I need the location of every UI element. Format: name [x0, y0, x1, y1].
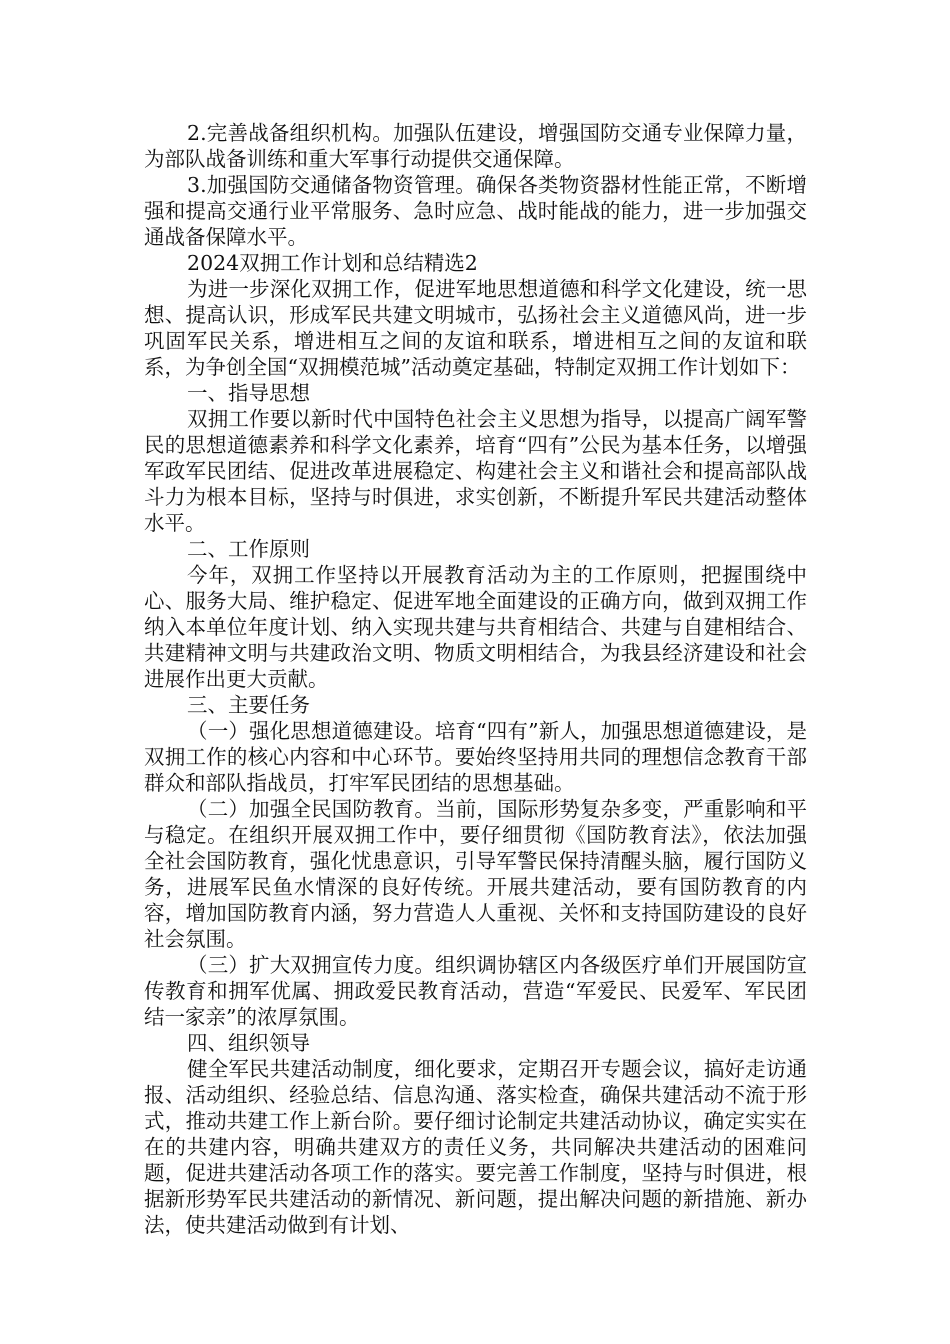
- paragraph-work-principles: 今年，双拥工作坚持以开展教育活动为主的工作原则，把握围绕中心、服务大局、维护稳定、促进军地全面建设的正确方向，做到双拥工作纳入本单位年度计划、纳入实现共建与共育相结合、共建与自建相结合、共建精神文明与共建政治文明、物质文明相结合，为我县经济建设和社会进展作出更大贡献。: [144, 563, 807, 691]
- heading-main-tasks: 三、主要任务: [187, 693, 311, 717]
- paragraph-introduction: 为进一步深化双拥工作，促进军地思想道德和科学文化建设，统一思想、提高认识，形成军民共建文明城市，弘扬社会主义道德风尚，进一步巩固军民关系，增进相互之间的友谊和联系，增进相互之间的友谊和联系，为争创全国“双拥模范城”活动奠定基础，特制定双拥工作计划如下：: [144, 277, 807, 379]
- paragraph-task-two: （二）加强全民国防教育。当前，国际形势复杂多变，严重影响和平与稳定。在组织开展双拥工作中，要仔细贯彻《国防教育法》，依法加强全社会国防教育，强化忧患意识，引导军警民保持清醒头脑，履行国防义务，进展军民鱼水情深的良好传统。开展共建活动，要有国防教育的内容，增加国防教育内涵，努力营造人人重视、关怀和支持国防建设的良好社会氛围。: [144, 797, 807, 951]
- paragraph-organization-leadership: 健全军民共建活动制度，细化要求，定期召开专题会议，搞好走访通报、活动组织、经验总结、信息沟通、落实检查，确保共建活动不流于形式，推动共建工作上新台阶。要仔细讨论制定共建活动协议，确定实实在在的共建内容，明确共建双方的责任义务，共同解决共建活动的困难问题，促进共建活动各项工作的落实。要完善工作制度，坚持与时俱进，根据新形势军民共建活动的新情况、新问题，提出解决问题的新措施、新办法，使共建活动做到有计划、: [144, 1057, 807, 1237]
- paragraph-task-one: （一）强化思想道德建设。培育“四有”新人，加强思想道德建设，是双拥工作的核心内容和中心环节。要始终坚持用共同的理想信念教育干部群众和部队指战员，打牢军民团结的思想基础。: [144, 719, 807, 795]
- heading-guiding-ideology: 一、指导思想: [187, 381, 311, 405]
- heading-work-principles: 二、工作原则: [187, 537, 311, 561]
- paragraph-task-three: （三）扩大双拥宣传力度。组织调协辖区内各级医疗单们开展国防宣传教育和拥军优属、拥政爱民教育活动，营造“军爱民、民爱军、军民团结一家亲”的浓厚氛围。: [144, 953, 807, 1029]
- paragraph-equipment-organization: 2.完善战备组织机构。加强队伍建设，增强国防交通专业保障力量，为部队战备训练和重大军事行动提供交通保障。: [144, 121, 807, 171]
- heading-organization-leadership: 四、组织领导: [187, 1031, 311, 1055]
- document-body: [144, 120, 807, 1238]
- paragraph-reserve-materials: 3.加强国防交通储备物资管理。确保各类物资器材性能正常，不断增强和提高交通行业平常服务、急时应急、战时能战的能力，进一步加强交通战备保障水平。: [144, 173, 807, 249]
- section-title: 2024双拥工作计划和总结精选2: [187, 251, 478, 275]
- paragraph-guiding-ideology: 双拥工作要以新时代中国特色社会主义思想为指导，以提高广阔军警民的思想道德素养和科学文化素养，培育“四有”公民为基本任务，以增强军政军民团结、促进改革进展稳定、构建社会主义和谐社会和提高部队战斗力为根本目标，坚持与时俱进，求实创新，不断提升军民共建活动整体水平。: [144, 407, 807, 535]
